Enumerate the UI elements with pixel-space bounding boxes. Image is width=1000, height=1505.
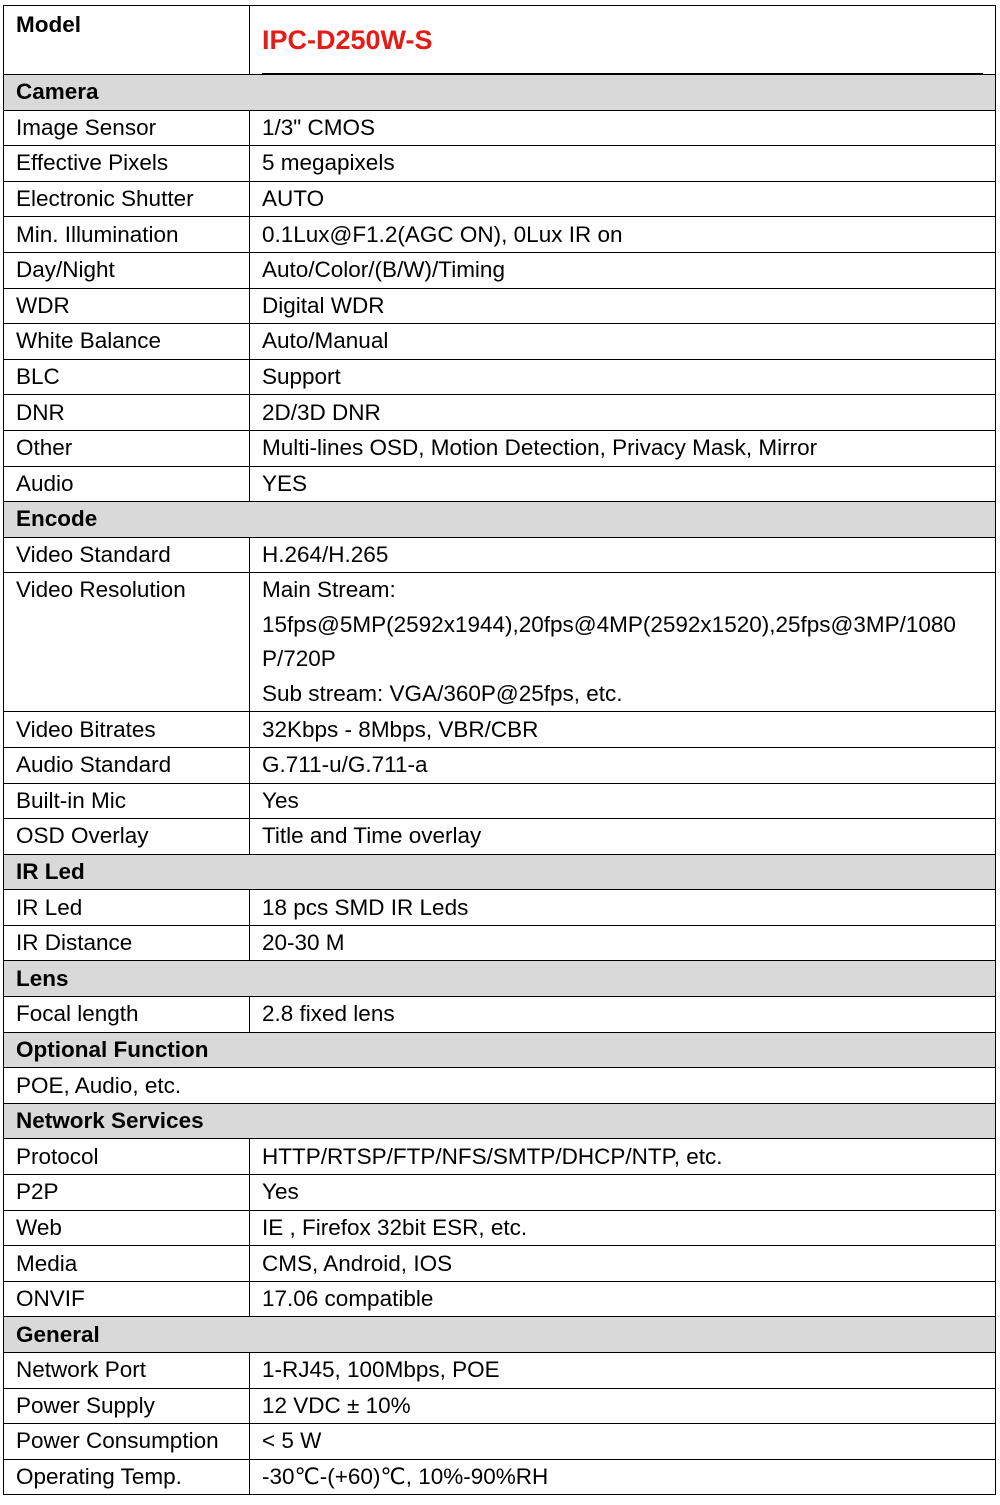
spec-value: H.264/H.265 (250, 537, 996, 573)
spec-row-ir-distance (4, 925, 996, 961)
spec-label: Audio Standard (4, 747, 250, 783)
spec-label: Media (4, 1246, 250, 1282)
spec-label: WDR (4, 288, 250, 324)
spec-value: 18 pcs SMD IR Leds (250, 890, 996, 926)
spec-label: Power Supply (4, 1388, 250, 1424)
spec-value: Title and Time overlay (250, 819, 996, 855)
spec-row-ir-led (4, 890, 996, 926)
spec-value: 2D/3D DNR (250, 395, 996, 431)
spec-row-white-balance (4, 324, 996, 360)
spec-label: Min. Illumination (4, 217, 250, 253)
spec-value: Multi-lines OSD, Motion Detection, Privacy Mask, Mirror (250, 430, 996, 466)
spec-label: Video Bitrates (4, 712, 250, 748)
spec-value: Yes (250, 783, 996, 819)
spec-value-line: Sub stream: VGA/360P@25fps, etc. (262, 680, 623, 706)
spec-value: 12 VDC ± 10% (250, 1388, 996, 1424)
spec-label: Day/Night (4, 252, 250, 288)
spec-row-focal-length (4, 997, 996, 1033)
spec-row-min-illumination (4, 217, 996, 253)
spec-row-dnr (4, 395, 996, 431)
spec-value: IE , Firefox 32bit ESR, etc. (250, 1210, 996, 1246)
spec-row-video-bitrates (4, 712, 996, 748)
spec-value: < 5 W (250, 1424, 996, 1460)
spec-label: Image Sensor (4, 110, 250, 146)
spec-value: Support (250, 359, 996, 395)
spec-row-protocol (4, 1139, 996, 1175)
spec-label: IR Led (4, 890, 250, 926)
spec-label: OSD Overlay (4, 819, 250, 855)
spec-label: Protocol (4, 1139, 250, 1175)
spec-label: DNR (4, 395, 250, 431)
section-header-lens (4, 961, 996, 997)
spec-value: YES (250, 466, 996, 502)
spec-value-line: P/720P (262, 646, 336, 672)
spec-row-image-sensor (4, 110, 996, 146)
spec-row-web (4, 1210, 996, 1246)
spec-row-optional-function (4, 1068, 996, 1104)
model-value: IPC-D250W-S (262, 25, 433, 55)
section-title: Lens (4, 961, 996, 997)
spec-table (3, 5, 996, 1495)
spec-value (250, 573, 996, 712)
spec-label: IR Distance (4, 925, 250, 961)
spec-value: 17.06 compatible (250, 1281, 996, 1317)
section-header-ir-led (4, 854, 996, 890)
spec-value: 1/3" CMOS (250, 110, 996, 146)
section-title: IR Led (4, 854, 996, 890)
spec-row-operating-temp (4, 1459, 996, 1495)
spec-row-wdr (4, 288, 996, 324)
spec-value: 20-30 M (250, 925, 996, 961)
spec-sheet (3, 5, 995, 1495)
spec-label: Web (4, 1210, 250, 1246)
spec-value: 5 megapixels (250, 146, 996, 182)
spec-label: Built-in Mic (4, 783, 250, 819)
spec-row-audio-standard (4, 747, 996, 783)
spec-label: Electronic Shutter (4, 181, 250, 217)
spec-label: White Balance (4, 324, 250, 360)
spec-value: POE, Audio, etc. (4, 1068, 996, 1104)
section-header-camera (4, 75, 996, 111)
spec-value: AUTO (250, 181, 996, 217)
spec-label: Video Standard (4, 537, 250, 573)
section-title: Encode (4, 502, 996, 538)
spec-value: 32Kbps - 8Mbps, VBR/CBR (250, 712, 996, 748)
spec-label: P2P (4, 1175, 250, 1211)
model-label: Model (16, 12, 81, 37)
section-header-general (4, 1317, 996, 1353)
spec-label: Other (4, 430, 250, 466)
spec-row-electronic-shutter (4, 181, 996, 217)
spec-label: Operating Temp. (4, 1459, 250, 1495)
spec-value: 0.1Lux@F1.2(AGC ON), 0Lux IR on (250, 217, 996, 253)
spec-row-blc (4, 359, 996, 395)
spec-row-audio (4, 466, 996, 502)
model-value-cell (250, 6, 996, 75)
spec-value: Yes (250, 1175, 996, 1211)
spec-row-power-supply (4, 1388, 996, 1424)
spec-row-day-night (4, 252, 996, 288)
section-title: Network Services (4, 1103, 996, 1139)
spec-value-line: Main Stream: (262, 577, 396, 603)
spec-value: Digital WDR (250, 288, 996, 324)
spec-row-video-standard (4, 537, 996, 573)
spec-row-power-consumption (4, 1424, 996, 1460)
spec-row-built-in-mic (4, 783, 996, 819)
spec-value: -30℃-(+60)℃, 10%-90%RH (250, 1459, 996, 1495)
spec-value-line: 15fps@5MP(2592x1944),20fps@4MP(2592x1520),25fps@3MP/1080 (262, 611, 956, 637)
model-underline (262, 73, 983, 74)
section-title: Optional Function (4, 1032, 996, 1068)
section-title: General (4, 1317, 996, 1353)
spec-row-other (4, 430, 996, 466)
spec-value: G.711-u/G.711-a (250, 747, 996, 783)
spec-label: Focal length (4, 997, 250, 1033)
section-title: Camera (4, 75, 996, 111)
spec-row-media (4, 1246, 996, 1282)
spec-row-onvif (4, 1281, 996, 1317)
spec-label: ONVIF (4, 1281, 250, 1317)
spec-row-p2p (4, 1175, 996, 1211)
spec-value: 1-RJ45, 100Mbps, POE (250, 1353, 996, 1389)
spec-label: BLC (4, 359, 250, 395)
section-header-encode (4, 502, 996, 538)
section-header-optional-function (4, 1032, 996, 1068)
spec-label: Power Consumption (4, 1424, 250, 1460)
spec-label: Network Port (4, 1353, 250, 1389)
spec-row-osd-overlay (4, 819, 996, 855)
spec-value: Auto/Manual (250, 324, 996, 360)
spec-row-video-resolution (4, 573, 996, 712)
spec-label: Video Resolution (4, 573, 250, 712)
model-label-cell (4, 6, 250, 75)
spec-row-effective-pixels (4, 146, 996, 182)
spec-value: 2.8 fixed lens (250, 997, 996, 1033)
spec-value: Auto/Color/(B/W)/Timing (250, 252, 996, 288)
spec-row-network-port (4, 1353, 996, 1389)
spec-label: Audio (4, 466, 250, 502)
spec-label: Effective Pixels (4, 146, 250, 182)
spec-value: HTTP/RTSP/FTP/NFS/SMTP/DHCP/NTP, etc. (250, 1139, 996, 1175)
model-row (4, 6, 996, 75)
spec-value: CMS, Android, IOS (250, 1246, 996, 1282)
section-header-network-services (4, 1103, 996, 1139)
